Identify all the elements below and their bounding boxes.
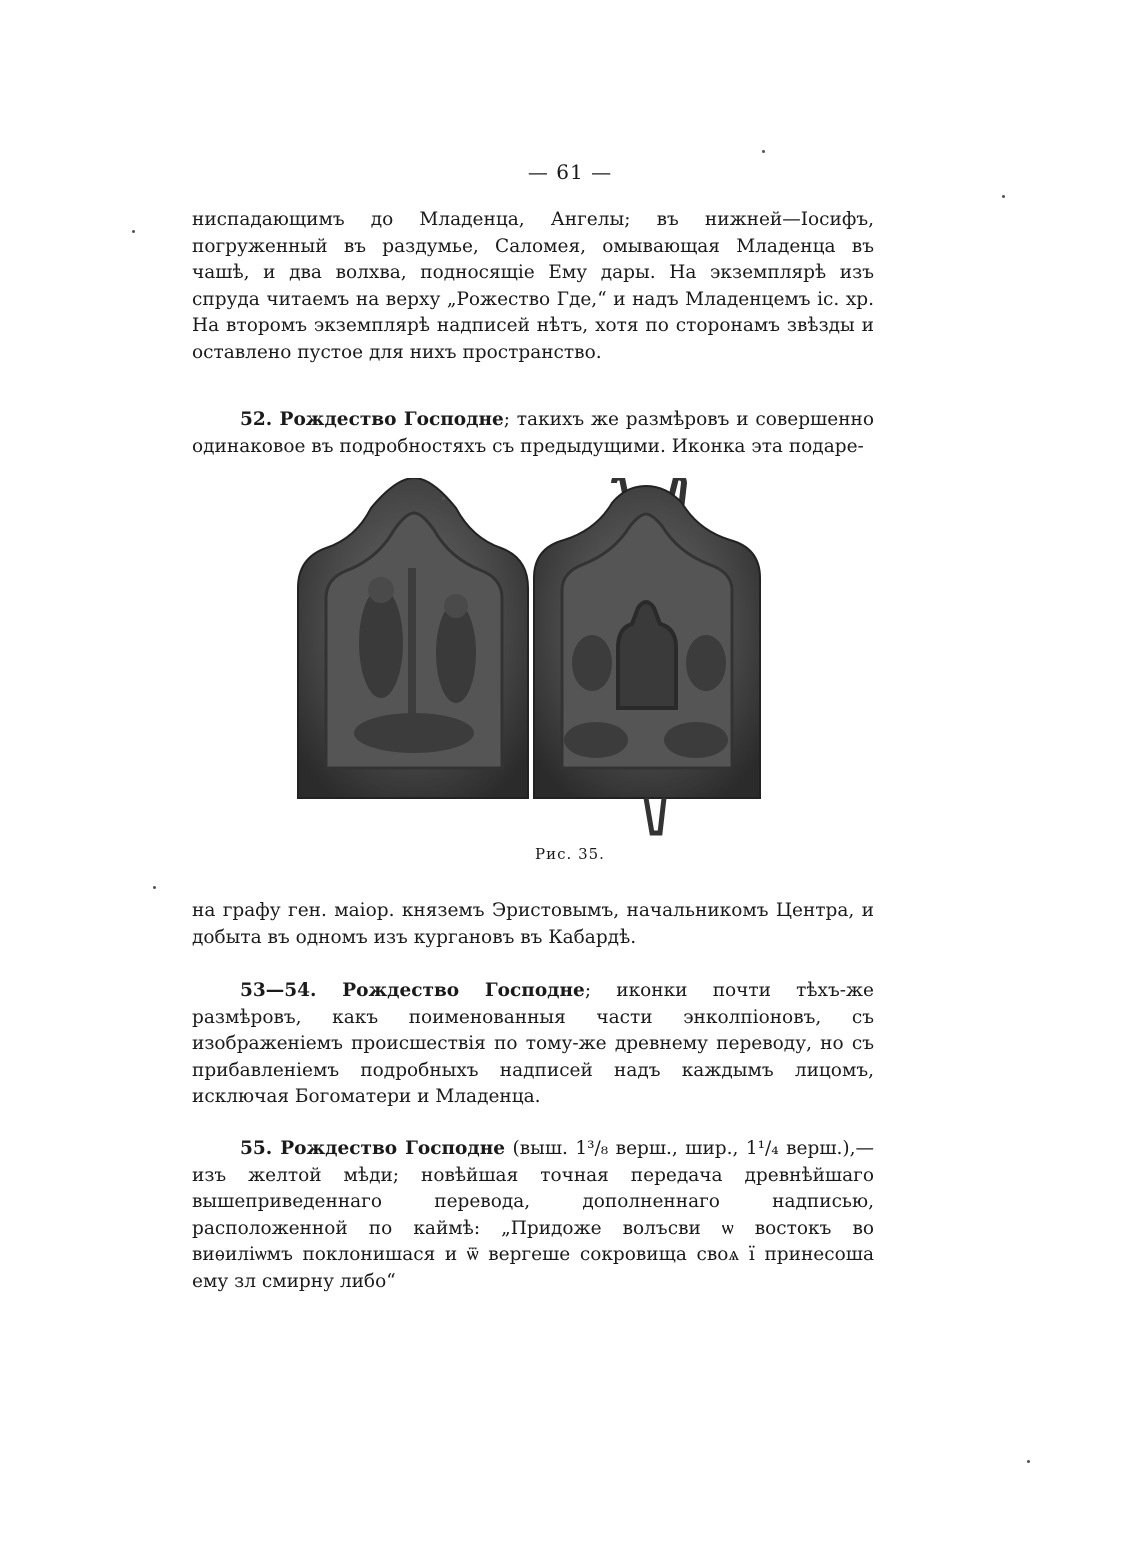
paragraph-text: на графу ген. маіор. княземъ Эристовымъ, начальникомъ Центра, и добыта въ одномъ изъ кургановъ въ Кабардѣ. <box>192 900 874 948</box>
entry-52-paragraph <box>192 407 874 460</box>
entry-53-54-heading: 53—54. Рождество Господне <box>240 980 585 1001</box>
entry-55-heading: 55. Рождество Господне <box>240 1138 506 1159</box>
icon-photograph <box>296 478 766 838</box>
entry-53-54-paragraph <box>192 978 874 1111</box>
right-icon-panel <box>534 478 760 833</box>
scan-speck <box>442 497 445 500</box>
page-number: — 61 — <box>527 160 613 184</box>
paragraph-after-figure <box>192 898 874 951</box>
paragraph-text: ниспадающимъ до Младенца, Ангелы; въ нижней—Іосифъ, погруженный въ раздумье, Саломея, омывающая Младенца въ чашѣ, и два волхва, подносящіе Ему дары. На экземплярѣ изъ спруда читаемъ на верху „Рожество Гдe,“ и надъ Младенцемъ іс. хр. На второмъ экземплярѣ надписей нѣтъ, хотя по сторонамъ звѣзды и оставлено пустое для нихъ пространство. <box>192 209 874 363</box>
scan-speck <box>762 150 765 153</box>
left-icon-panel <box>298 478 528 798</box>
entry-52-heading: 52. Рождество Господне <box>240 409 504 430</box>
entry-52-text: ; такихъ же размѣровъ и совершенно одинаковое въ подробностяхъ съ предыдущими. Иконка эта подаре- <box>192 409 874 457</box>
scan-speck <box>1027 1460 1030 1463</box>
entry-55-text: (выш. 1³/₈ верш., шир., 1¹/₄ верш.),—изъ желтой мѣди; новѣйшая точная передача древнѣйшаго вышеприведеннаго перевода, дополненнаго надписью, расположенной по каймѣ: „Придоже волъсви ѡ востокъ во виѳиліѡмъ поклонишася и ѿ вергеше сокровища своѧ ї принесоша ему зл смирну либо“ <box>192 1138 874 1292</box>
figure-caption: Рис. 35. <box>535 845 605 863</box>
scan-speck <box>1002 195 1005 198</box>
entry-52 <box>192 407 874 460</box>
scan-speck <box>153 886 156 889</box>
scan-speck <box>132 230 135 233</box>
entry-55 <box>192 1136 874 1295</box>
paragraph-continuation <box>192 207 874 366</box>
entry-53-54-text: ; иконки почти тѣхъ-же размѣровъ, какъ поименованныя части энколпіоновъ, съ изображеніемъ происшествія по тому-же древнему переводу, но съ прибавленіемъ подробныхъ надписей надъ каждымъ лицомъ, исключая Богоматери и Младенца. <box>192 980 874 1107</box>
entry-55-paragraph <box>192 1136 874 1295</box>
entry-53-54 <box>192 978 874 1111</box>
